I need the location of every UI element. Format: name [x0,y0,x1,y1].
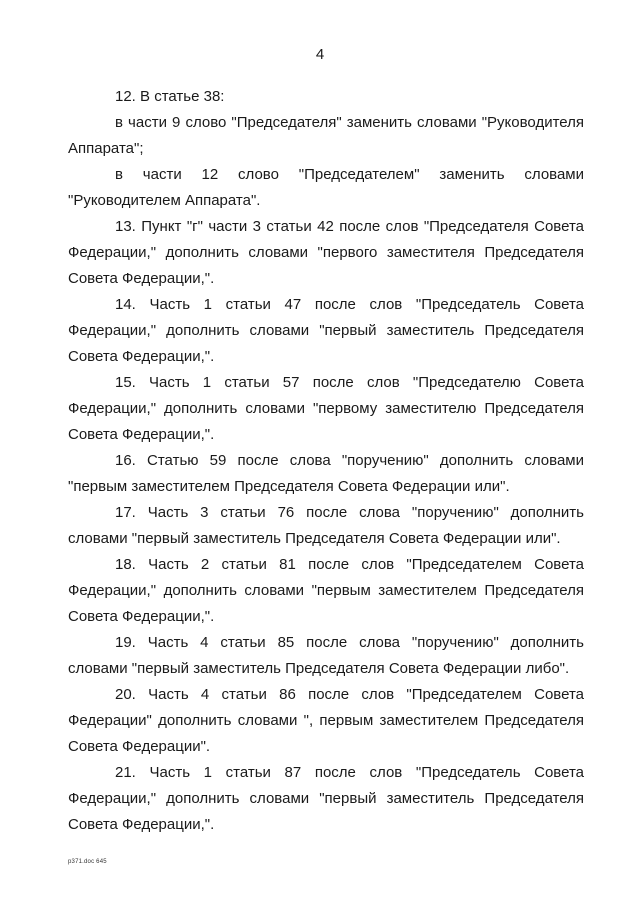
paragraph-18: 18. Часть 2 статьи 81 после слов "Председателем Совета Федерации," дополнить словами "первым заместителем Председателя Совета Федерации,". [68,556,584,625]
paragraph-13: 13. Пункт "г" части 3 статьи 42 после слов "Председателя Совета Федерации," дополнить словами "первого заместителя Председателя Совета Федерации,". [68,218,584,287]
paragraph-21: 21. Часть 1 статьи 87 после слов "Председатель Совета Федерации," дополнить словами "первый заместитель Председателя Совета Федерации,". [68,764,584,833]
paragraph-12-part-12: в части 12 слово "Председателем" заменить словами "Руководителем Аппарата". [68,166,584,209]
paragraph-19: 19. Часть 4 статьи 85 после слова "поручению" дополнить словами "первый заместитель Председателя Совета Федерации либо". [68,634,584,677]
paragraph-20: 20. Часть 4 статьи 86 после слов "Председателем Совета Федерации" дополнить словами ", первым заместителем Председателя Совета Федерации". [68,686,584,755]
document-body [68,84,584,838]
paragraph-12: 12. В статье 38: [115,88,225,105]
paragraph-16: 16. Статью 59 после слова "поручению" дополнить словами "первым заместителем Председателя Совета Федерации или". [68,452,584,495]
paragraph-12-part-9: в части 9 слово "Председателя" заменить словами "Руководителя Аппарата"; [68,114,584,157]
paragraph-14: 14. Часть 1 статьи 47 после слов "Председатель Совета Федерации," дополнить словами "первый заместитель Председателя Совета Федерации,". [68,296,584,365]
footer-file-code: p371.doc 645 [68,859,107,865]
page-number: 4 [315,46,325,63]
paragraph-15: 15. Часть 1 статьи 57 после слов "Председателю Совета Федерации," дополнить словами "первому заместителю Председателя Совета Федерации,". [68,374,584,443]
paragraph-17: 17. Часть 3 статьи 76 после слова "поручению" дополнить словами "первый заместитель Председателя Совета Федерации или". [68,504,584,547]
